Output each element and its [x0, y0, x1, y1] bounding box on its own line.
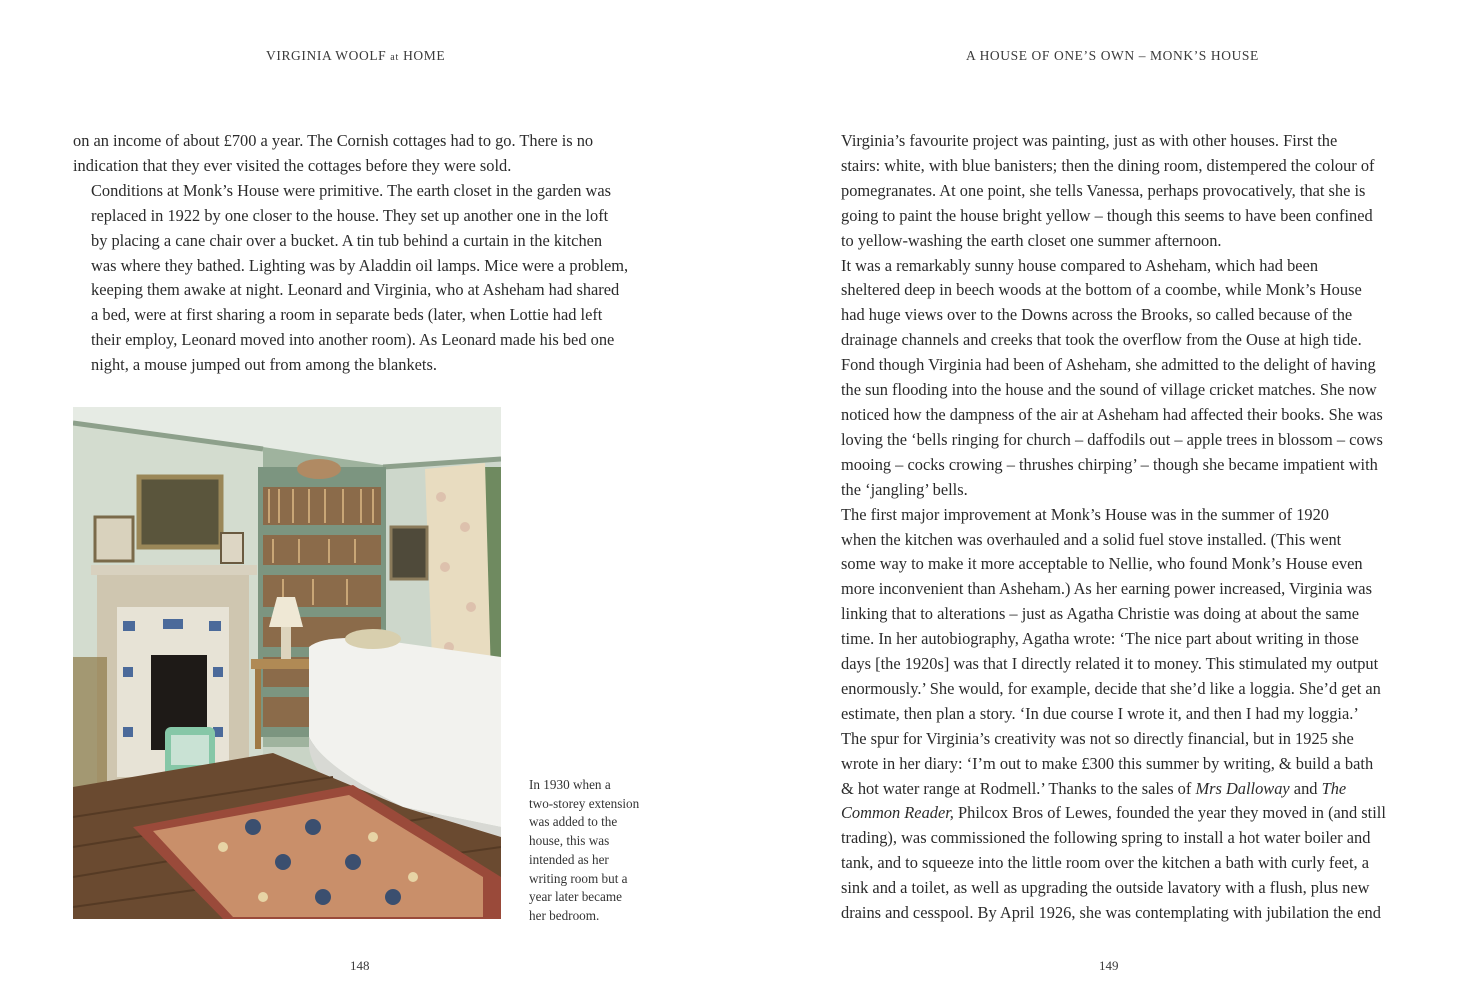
text-line: noticed how the dampness of the air at Asheham had affected their books. She was: [841, 404, 1383, 424]
text-line: the ‘jangling’ bells.: [841, 479, 968, 499]
text-line: pomegranates. At one point, she tells Vanessa, perhaps provocatively, that she is: [841, 180, 1366, 200]
text-line: keeping them awake at night. Leonard and Virginia, who at Asheham had shared: [91, 280, 620, 300]
caption-line: intended as her: [529, 851, 609, 867]
text-line: The spur for Virginia’s creativity was not so directly financial, but in 1925 she: [841, 728, 1354, 748]
text-line: time. In her autobiography, Agatha wrote: ‘The nice part about writing in those: [841, 629, 1359, 649]
text-fragment: & hot water range at Rodmell.’ Thanks to the sales of: [841, 778, 1192, 798]
page-number-right: 149: [1099, 958, 1119, 973]
text-line: Conditions at Monk’s House were primitive. The earth closet in the garden was: [91, 180, 611, 200]
text-line: was where they bathed. Lighting was by Aladdin oil lamps. Mice were a problem,: [91, 255, 629, 275]
text-line: indication that they ever visited the cottages before they were sold.: [73, 155, 512, 175]
text-line: linking that to alterations – just as Agatha Christie was doing at about the same: [841, 604, 1360, 624]
caption-line: year later became: [529, 889, 622, 905]
text-line: when the kitchen was overhauled and a solid fuel stove installed. (This went: [841, 529, 1342, 549]
running-head-home: HOME: [403, 48, 446, 63]
text-line: Fond though Virginia had been of Asheham, she admitted to the delight of having: [841, 355, 1376, 375]
text-line: estimate, then plan a story. ‘In due course I wrote it, and then I had my loggia.’: [841, 703, 1359, 723]
text-line: [823, 777, 1413, 802]
text-line: the sun flooding into the house and the sound of village cricket matches. She now: [841, 380, 1377, 400]
text-line: tank, and to squeeze into the little room over the kitchen a bath with curly feet, a: [841, 853, 1369, 873]
right-page-body: [823, 129, 1413, 926]
running-head-author: VIRGINIA WOOLF: [266, 48, 387, 63]
text-line: replaced in 1922 by one closer to the house. They set up another one in the loft: [91, 205, 609, 225]
text-line: stairs: white, with blue banisters; then the dining room, distempered the colour of: [841, 155, 1375, 175]
text-line: going to paint the house bright yellow – though this seems to have been confined: [841, 205, 1373, 225]
caption-line: house, this was: [529, 833, 610, 849]
text-line: days [the 1920s] was that I directly related it to money. This stimulated my output: [841, 654, 1379, 674]
text-line: drains and cesspool. By April 1926, she was contemplating with jubilation the end: [841, 903, 1381, 923]
text-line: [823, 801, 1413, 826]
text-fragment: and: [1289, 778, 1322, 798]
paragraph: [823, 129, 1413, 254]
text-line: more inconvenient than Asheham.) As her earning power increased, Virginia was: [841, 579, 1372, 599]
text-line: It was a remarkably sunny house compared to Asheham, which had been: [841, 255, 1319, 275]
caption-line: In 1930 when a: [529, 777, 611, 792]
caption-line: two-storey extension: [529, 795, 640, 811]
text-line: mooing – cocks crowing – thrushes chirping’ – though she became impatient with: [841, 454, 1378, 474]
text-line: sheltered deep in beech woods at the bottom of a coombe, while Monk’s House: [841, 280, 1362, 300]
text-line: by placing a cane chair over a bucket. A tin tub behind a curtain in the kitchen: [91, 230, 603, 250]
bedroom-photo: [73, 407, 501, 919]
running-head-right: A HOUSE OF ONE’S OWN – MONK’S HOUSE: [966, 48, 1259, 63]
paragraph: [823, 503, 1413, 727]
text-line: enormously.’ She would, for example, decide that she’d like a loggia. She’d get an: [841, 678, 1381, 698]
caption-line: writing room but a: [529, 870, 628, 886]
text-line: wrote in her diary: ‘I’m out to make £300 this summer by writing, & build a bath: [841, 753, 1374, 773]
text-line: drainage channels and creeks that took the overflow from the Ouse at high tide.: [841, 330, 1362, 350]
book-title: The: [1321, 778, 1347, 798]
page-number-left: 148: [350, 958, 370, 973]
text-line: to yellow-washing the earth closet one summer afternoon.: [841, 230, 1222, 250]
photo-caption: [529, 776, 664, 926]
running-head-left: [266, 48, 445, 64]
book-title: Common Reader,: [841, 803, 954, 823]
text-line: Virginia’s favourite project was painting, just as with other houses. First the: [841, 131, 1338, 150]
text-line: on an income of about £700 a year. The Cornish cottages had to go. There is no: [73, 131, 594, 150]
text-line: The first major improvement at Monk’s House was in the summer of 1920: [841, 504, 1329, 524]
text-fragment: Philcox Bros of Lewes, founded the year they moved in (and still: [953, 803, 1386, 823]
running-head-at: at: [390, 52, 400, 63]
text-line: loving the ‘bells ringing for church – daffodils out – apple trees in blossom – cows: [841, 429, 1383, 449]
text-line: night, a mouse jumped out from among the blankets.: [91, 355, 437, 375]
text-line: a bed, were at first sharing a room in separate beds (later, when Lottie had left: [91, 305, 603, 325]
text-line: their employ, Leonard moved into another room). As Leonard made his bed one: [91, 330, 615, 350]
book-title: Mrs Dalloway: [1195, 778, 1290, 798]
caption-line: was added to the: [529, 814, 618, 830]
paragraph: [823, 727, 1413, 926]
text-line: some way to make it more acceptable to Nellie, who found Monk’s House even: [841, 554, 1363, 574]
text-line: had huge views over to the Downs across the Brooks, so called because of the: [841, 305, 1353, 325]
paragraph: [823, 254, 1413, 503]
paragraph: [73, 179, 663, 378]
paragraph: [73, 129, 663, 179]
text-line: sink and a toilet, as well as upgrading the outside lavatory with a flush, plus new: [841, 878, 1370, 898]
text-line: trading), was commissioned the following spring to install a hot water boiler and: [841, 828, 1371, 848]
left-page-body: [73, 129, 663, 378]
caption-line: her bedroom.: [529, 907, 600, 923]
